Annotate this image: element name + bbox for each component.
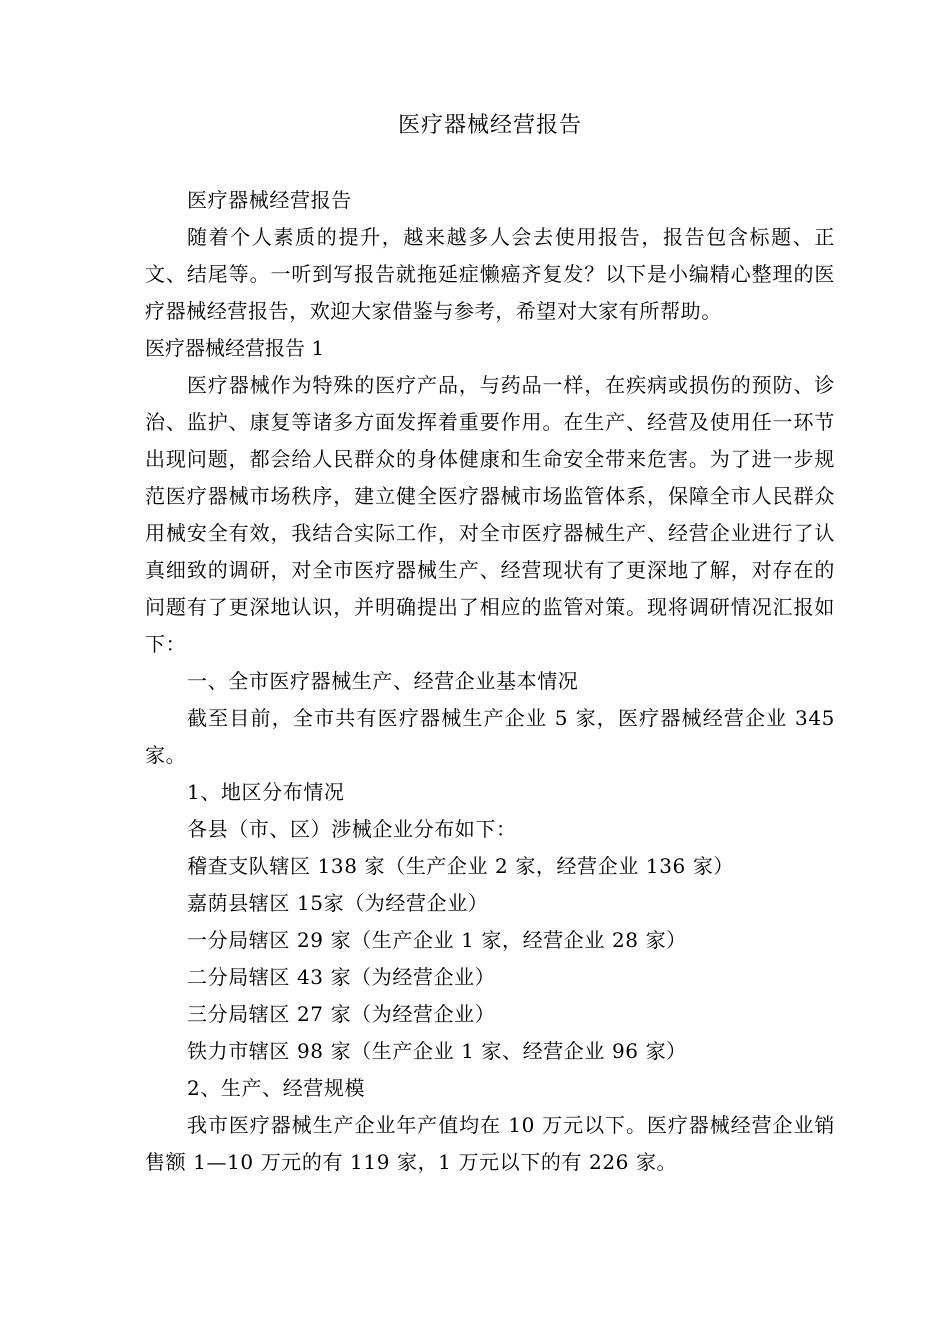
district-item: 二分局辖区 43 家（为经营企业） (187, 965, 496, 989)
subsection-1-title: 1、地区分布情况 (187, 780, 345, 804)
document-title: 医疗器械经营报告 (397, 113, 582, 138)
district-item: 嘉荫县辖区 15家（为经营企业） (187, 891, 489, 915)
section-1-summary: 截至目前，全市共有医疗器械生产企业 5 家，医疗器械经营企业 345 家。 (145, 706, 835, 767)
subsection-2-text: 我市医疗器械生产企业年产值均在 10 万元以下。医疗器械经营企业销售额 1—10 万元的有 119 家，1 万元以下的有 226 家。 (145, 1113, 835, 1174)
section-1-title: 一、全市医疗器械生产、经营企业基本情况 (187, 669, 579, 693)
district-item: 铁力市辖区 98 家（生产企业 1 家、经营企业 96 家） (187, 1039, 687, 1063)
district-item: 一分局辖区 29 家（生产企业 1 家，经营企业 28 家） (187, 928, 687, 952)
report-heading: 医疗器械经营报告 1 (145, 336, 325, 360)
document-page (145, 108, 835, 1181)
subsection-1-lead: 各县（市、区）涉械企业分布如下： (187, 817, 517, 841)
district-item: 稽查支队辖区 138 家（生产企业 2 家，经营企业 136 家） (187, 854, 735, 878)
intro-paragraph: 随着个人素质的提升，越来越多人会去使用报告，报告包含标题、正文、结尾等。一听到写报告就拖延症懒癌齐复发？以下是小编精心整理的医疗器械经营报告，欢迎大家借鉴与参考，希望对大家有所帮助。 (145, 225, 835, 323)
subsection-2-title: 2、生产、经营规模 (187, 1076, 366, 1100)
document-subtitle: 医疗器械经营报告 (187, 188, 352, 212)
body-paragraph: 医疗器械作为特殊的医疗产品，与药品一样，在疾病或损伤的预防、诊治、监护、康复等诸多方面发挥着重要作用。在生产、经营及使用任一环节出现问题，都会给人民群众的身体健康和生命安全带来危害。为了进一步规范医疗器械市场秩序，建立健全医疗器械市场监管体系，保障全市人民群众用械安全有效，我结合实际工作，对全市医疗器械生产、经营企业进行了认真细致的调研，对全市医疗器械生产、经营现状有了更深地了解，对存在的问题有了更深地认识，并明确提出了相应的监管对策。现将调研情况汇报如下： (145, 373, 835, 656)
district-item: 三分局辖区 27 家（为经营企业） (187, 1002, 496, 1026)
